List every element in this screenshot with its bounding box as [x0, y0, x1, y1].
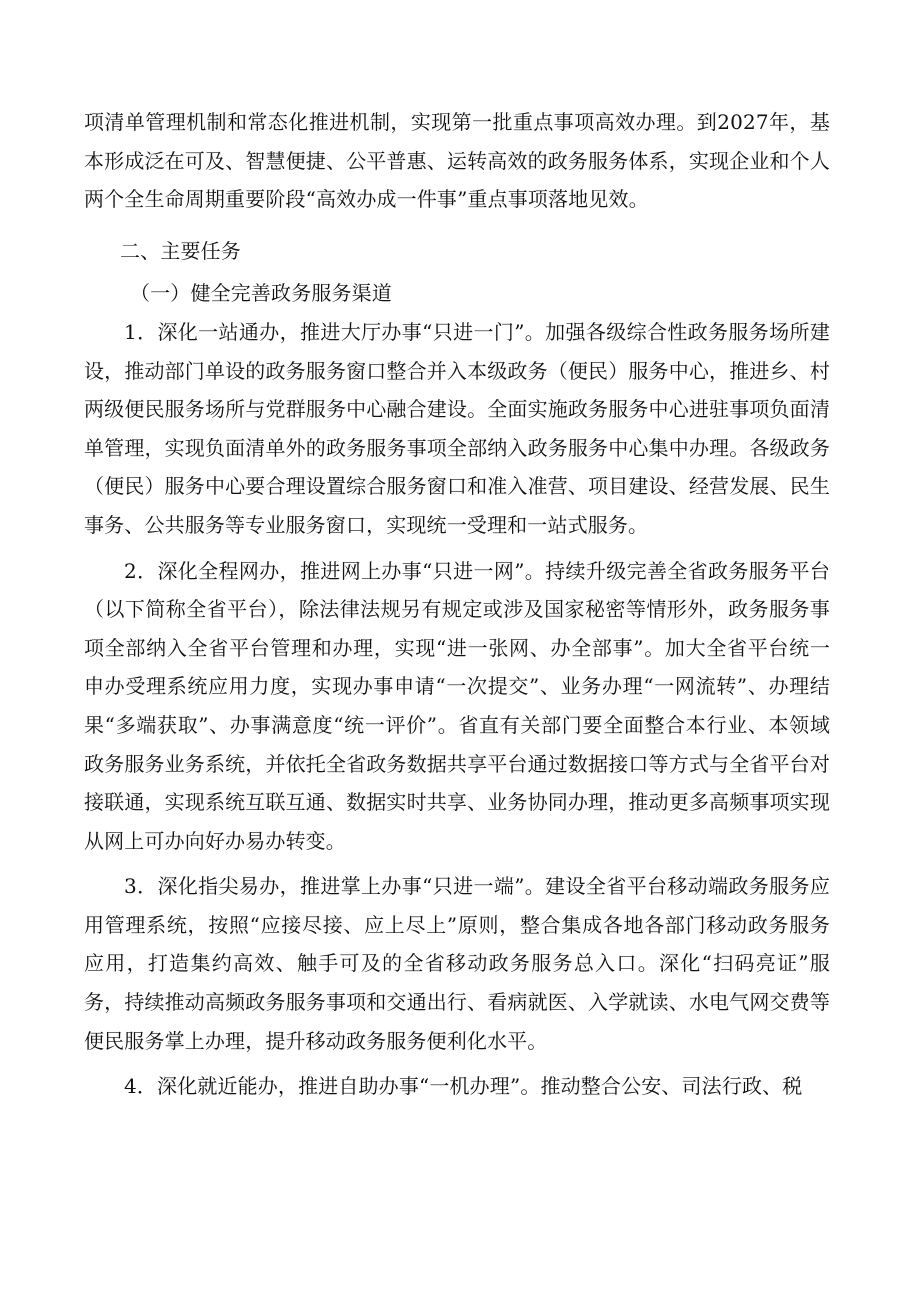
section-heading: 二、主要任务: [120, 238, 241, 263]
task-item-3-paragraph: 3．深化指尖易办，推进掌上办事“只进一端”。建设全省平台移动端政务服务应用管理系统，按照“应接尽接、应上尽上”原则，整合集成各地各部门移动政务服务应用，打造集约高效、触手可及的全省移动政务服务总入口。深化“扫码亮证”服务，持续推动高频政务服务事项和交通出行、看病就医、入学就读、水电气网交费等便民服务掌上办理，提升移动政务服务便利化水平。: [84, 874, 830, 1053]
task-item-4-paragraph: 4．深化就近能办，推进自助办事“一机办理”。推动整合公安、司法行政、税: [124, 1074, 803, 1099]
document-body: [84, 103, 830, 1106]
subsection-heading: （一）健全完善政务服务渠道: [130, 281, 392, 306]
task-item-1-paragraph: 1．深化一站通办，推进大厅办事“只进一门”。加强各级综合性政务服务场所建设，推动部门单设的政务服务窗口整合并入本级政务（便民）服务中心，推进乡、村两级便民服务场所与党群服务中心融合建设。全面实施政务服务中心进驻事项负面清单管理，实现负面清单外的政务服务事项全部纳入政务服务中心集中办理。各级政务（便民）服务中心要合理设置综合服务窗口和准入准营、项目建设、经营发展、民生事务、公共服务等专业服务窗口，实现统一受理和一站式服务。: [84, 319, 830, 537]
task-item-2-paragraph: 2．深化全程网办，推进网上办事“只进一网”。持续升级完善全省政务服务平台（以下简称全省平台），除法律法规另有规定或涉及国家秘密等情形外，政务服务事项全部纳入全省平台管理和办理，实现“进一张网、办全部事”。加大全省平台统一申办受理系统应用力度，实现办事申请“一次提交”、业务办理“一网流转”、办理结果“多端获取”、办事满意度“统一评价”。省直有关部门要全面整合本行业、本领域政务服务业务系统，并依托全省政务数据共享平台通过数据接口等方式与全省平台对接联通，实现系统互联互通、数据实时共享、业务协同办理，推动更多高频事项实现从网上可办向好办易办转变。: [84, 558, 830, 853]
intro-continuation-paragraph: 项清单管理机制和常态化推进机制，实现第一批重点事项高效办理。到2027年，基本形成泛在可及、智慧便捷、公平普惠、运转高效的政务服务体系，实现企业和个人两个全生命周期重要阶段“高效办成一件事”重点事项落地见效。: [84, 110, 830, 212]
